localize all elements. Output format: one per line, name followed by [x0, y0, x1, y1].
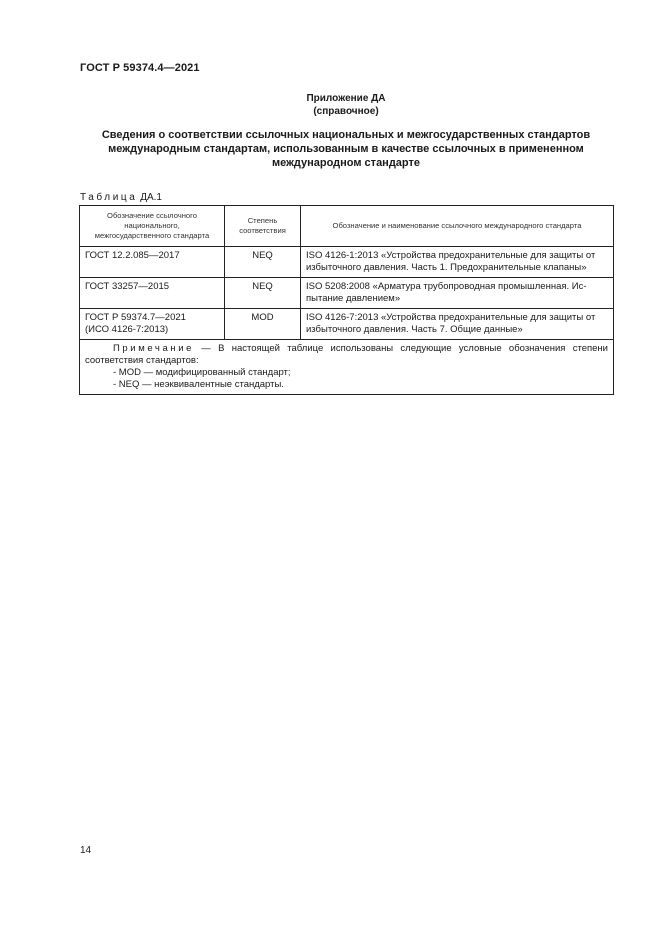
table-row	[80, 247, 614, 278]
table-note-row	[80, 340, 614, 395]
cell-degree: NEQ	[225, 247, 301, 278]
cell-international: ISO 5208:2008 «Арматура трубопроводная промышленная. Ис- пытание давлением»	[301, 278, 614, 309]
cell-national: ГОСТ Р 59374.7—2021 (ИСО 4126-7:2013)	[80, 309, 225, 340]
reference-standards-table	[79, 205, 614, 395]
header-degree: Степень соответствия	[225, 206, 301, 247]
cell-national: ГОСТ 33257—2015	[80, 278, 225, 309]
cell-international: ISO 4126-1:2013 «Устройства предохранительные для защиты от избыточного давления. Часть 1. Предохранительные клапаны»	[301, 247, 614, 278]
note-label: Примечание	[113, 343, 194, 354]
appendix-heading	[80, 92, 612, 118]
table-note	[80, 340, 614, 395]
title-line: международном стандарте	[271, 157, 421, 169]
table-row	[80, 309, 614, 340]
cell-international: ISO 4126-7:2013 «Устройства предохранительные для защиты от избыточного давления. Часть 7. Общие данные»	[301, 309, 614, 340]
table-header-row	[80, 206, 614, 247]
appendix-name: Приложение ДА	[306, 93, 386, 104]
appendix-kind: (справочное)	[313, 106, 379, 117]
header-national-standard: Обозначение ссылочного национального, межгосударственного стандарта	[80, 206, 225, 247]
page-number: 14	[80, 845, 92, 856]
document-code: ГОСТ Р 59374.4—2021	[80, 62, 200, 74]
table-row	[80, 278, 614, 309]
table-caption-word: Таблица	[80, 192, 138, 203]
cell-national: ГОСТ 12.2.085—2017	[80, 247, 225, 278]
note-list-item: - NEQ — неэквивалентные стандарты.	[113, 379, 284, 390]
header-international-standard: Обозначение и наименование ссылочного международного стандарта	[301, 206, 614, 247]
note-body: — В настоящей таблице использованы следующие условные обозначения степени соответствия стандартов:	[85, 343, 608, 366]
title-line: международным стандартам, использованным в качестве ссылочных в примененном	[108, 143, 584, 155]
table-caption	[80, 192, 162, 203]
table-caption-number: ДА.1	[140, 192, 162, 203]
note-text	[85, 343, 608, 367]
title-line: Сведения о соответствии ссылочных национальных и межгосударственных стандартов	[101, 129, 591, 141]
cell-degree: MOD	[225, 309, 301, 340]
note-list-item: - MOD — модифицированный стандарт;	[113, 367, 291, 378]
cell-degree: NEQ	[225, 278, 301, 309]
appendix-title	[80, 128, 612, 170]
